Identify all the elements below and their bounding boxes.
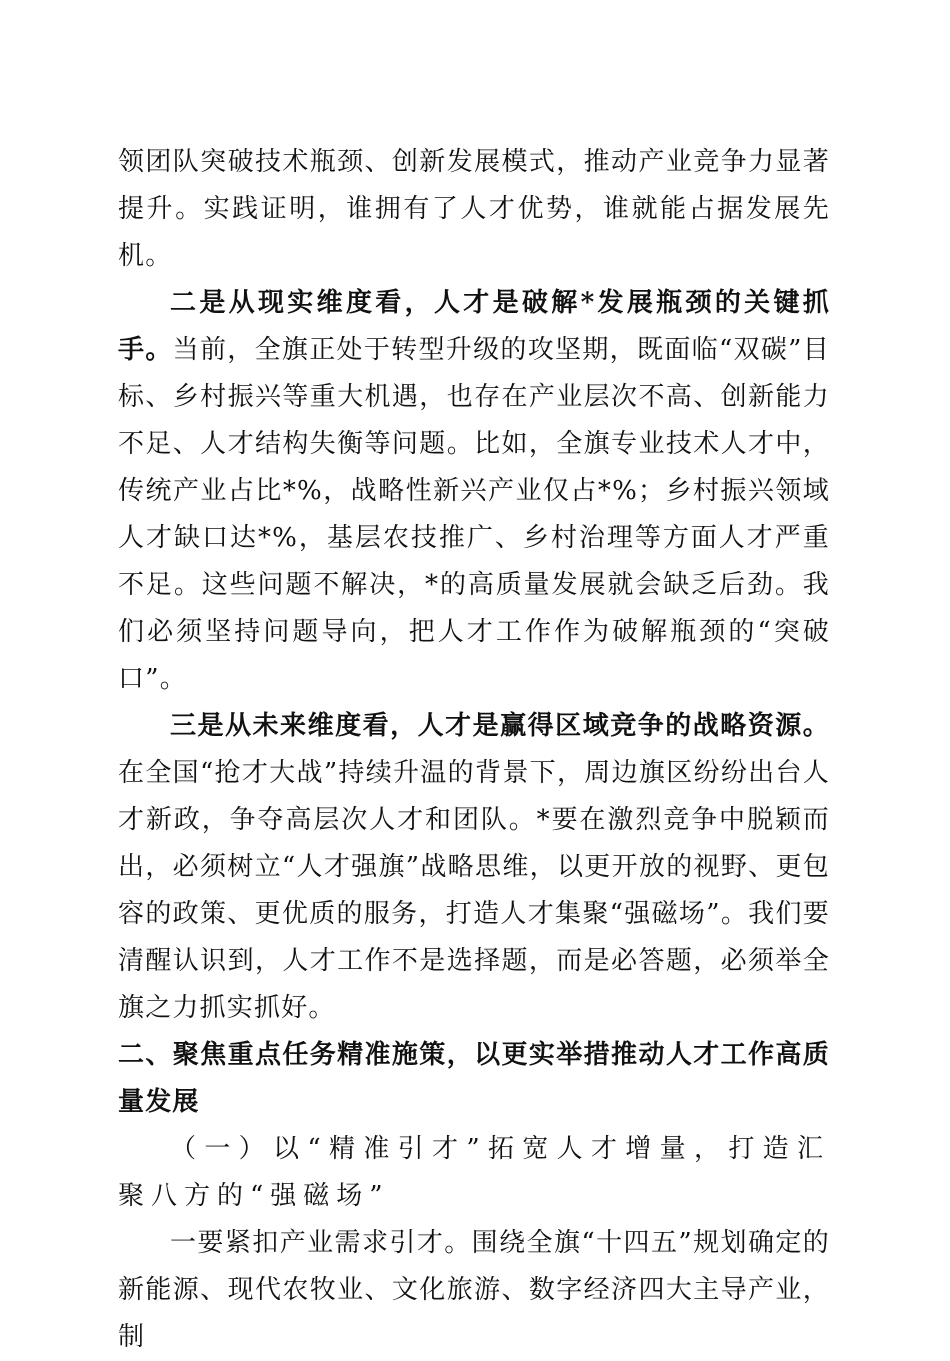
paragraph-future-dimension <box>118 703 830 1032</box>
paragraph-lead-sentence: 二是从现实维度看，人才是破解*发展瓶颈的关键抓手。 <box>118 288 830 365</box>
section-heading: 二、聚焦重点任务精准施策，以更实举措推动人才工作高质量发展 <box>118 1040 830 1117</box>
paragraph-realistic-dimension <box>118 280 830 703</box>
paragraph-lead-sentence: 三是从未来维度看，人才是赢得区域竞争的战略资源。 <box>170 711 830 741</box>
subsection-heading: （一）以“精准引才”拓宽人才增量，打造汇聚八方的“强磁场” <box>118 1134 830 1211</box>
paragraph-industry-talent: 一要紧扣产业需求引才。围绕全旗“十四五”规划确定的新能源、现代农牧业、文化旅游、数字经济四大主导产业，制 <box>118 1228 830 1352</box>
paragraph-body-text: 当前，全旗正处于转型升级的攻坚期，既面临“双碳”目标、乡村振兴等重大机遇，也存在产业层次不高、创新能力不足、人才结构失衡等问题。比如，全旗专业技术人才中，传统产业占比*%，战略性新兴产业仅占*%；乡村振兴领域人才缺口达*%，基层农技推广、乡村治理等方面人才严重不足。这些问题不解决，*的高质量发展就会缺乏后劲。我们必须坚持问题导向，把人才工作作为破解瓶颈的“突破口”。 <box>118 335 830 694</box>
paragraph-body-text: 在全国“抢才大战”持续升温的背景下，周边旗区纷纷出台人才新政，争夺高层次人才和团队。*要在激烈竞争中脱颖而出，必须树立“人才强旗”战略思维，以更开放的视野、更包容的政策、更优质的服务，打造人才集聚“强磁场”。我们要清醒认识到，人才工作不是选择题，而是必答题，必须举全旗之力抓实抓好。 <box>118 758 830 1023</box>
document-body <box>118 139 830 1361</box>
paragraph-continued: 领团队突破技术瓶颈、创新发展模式，推动产业竞争力显著提升。实践证明，谁拥有了人才优势，谁就能占据发展先机。 <box>118 147 830 271</box>
